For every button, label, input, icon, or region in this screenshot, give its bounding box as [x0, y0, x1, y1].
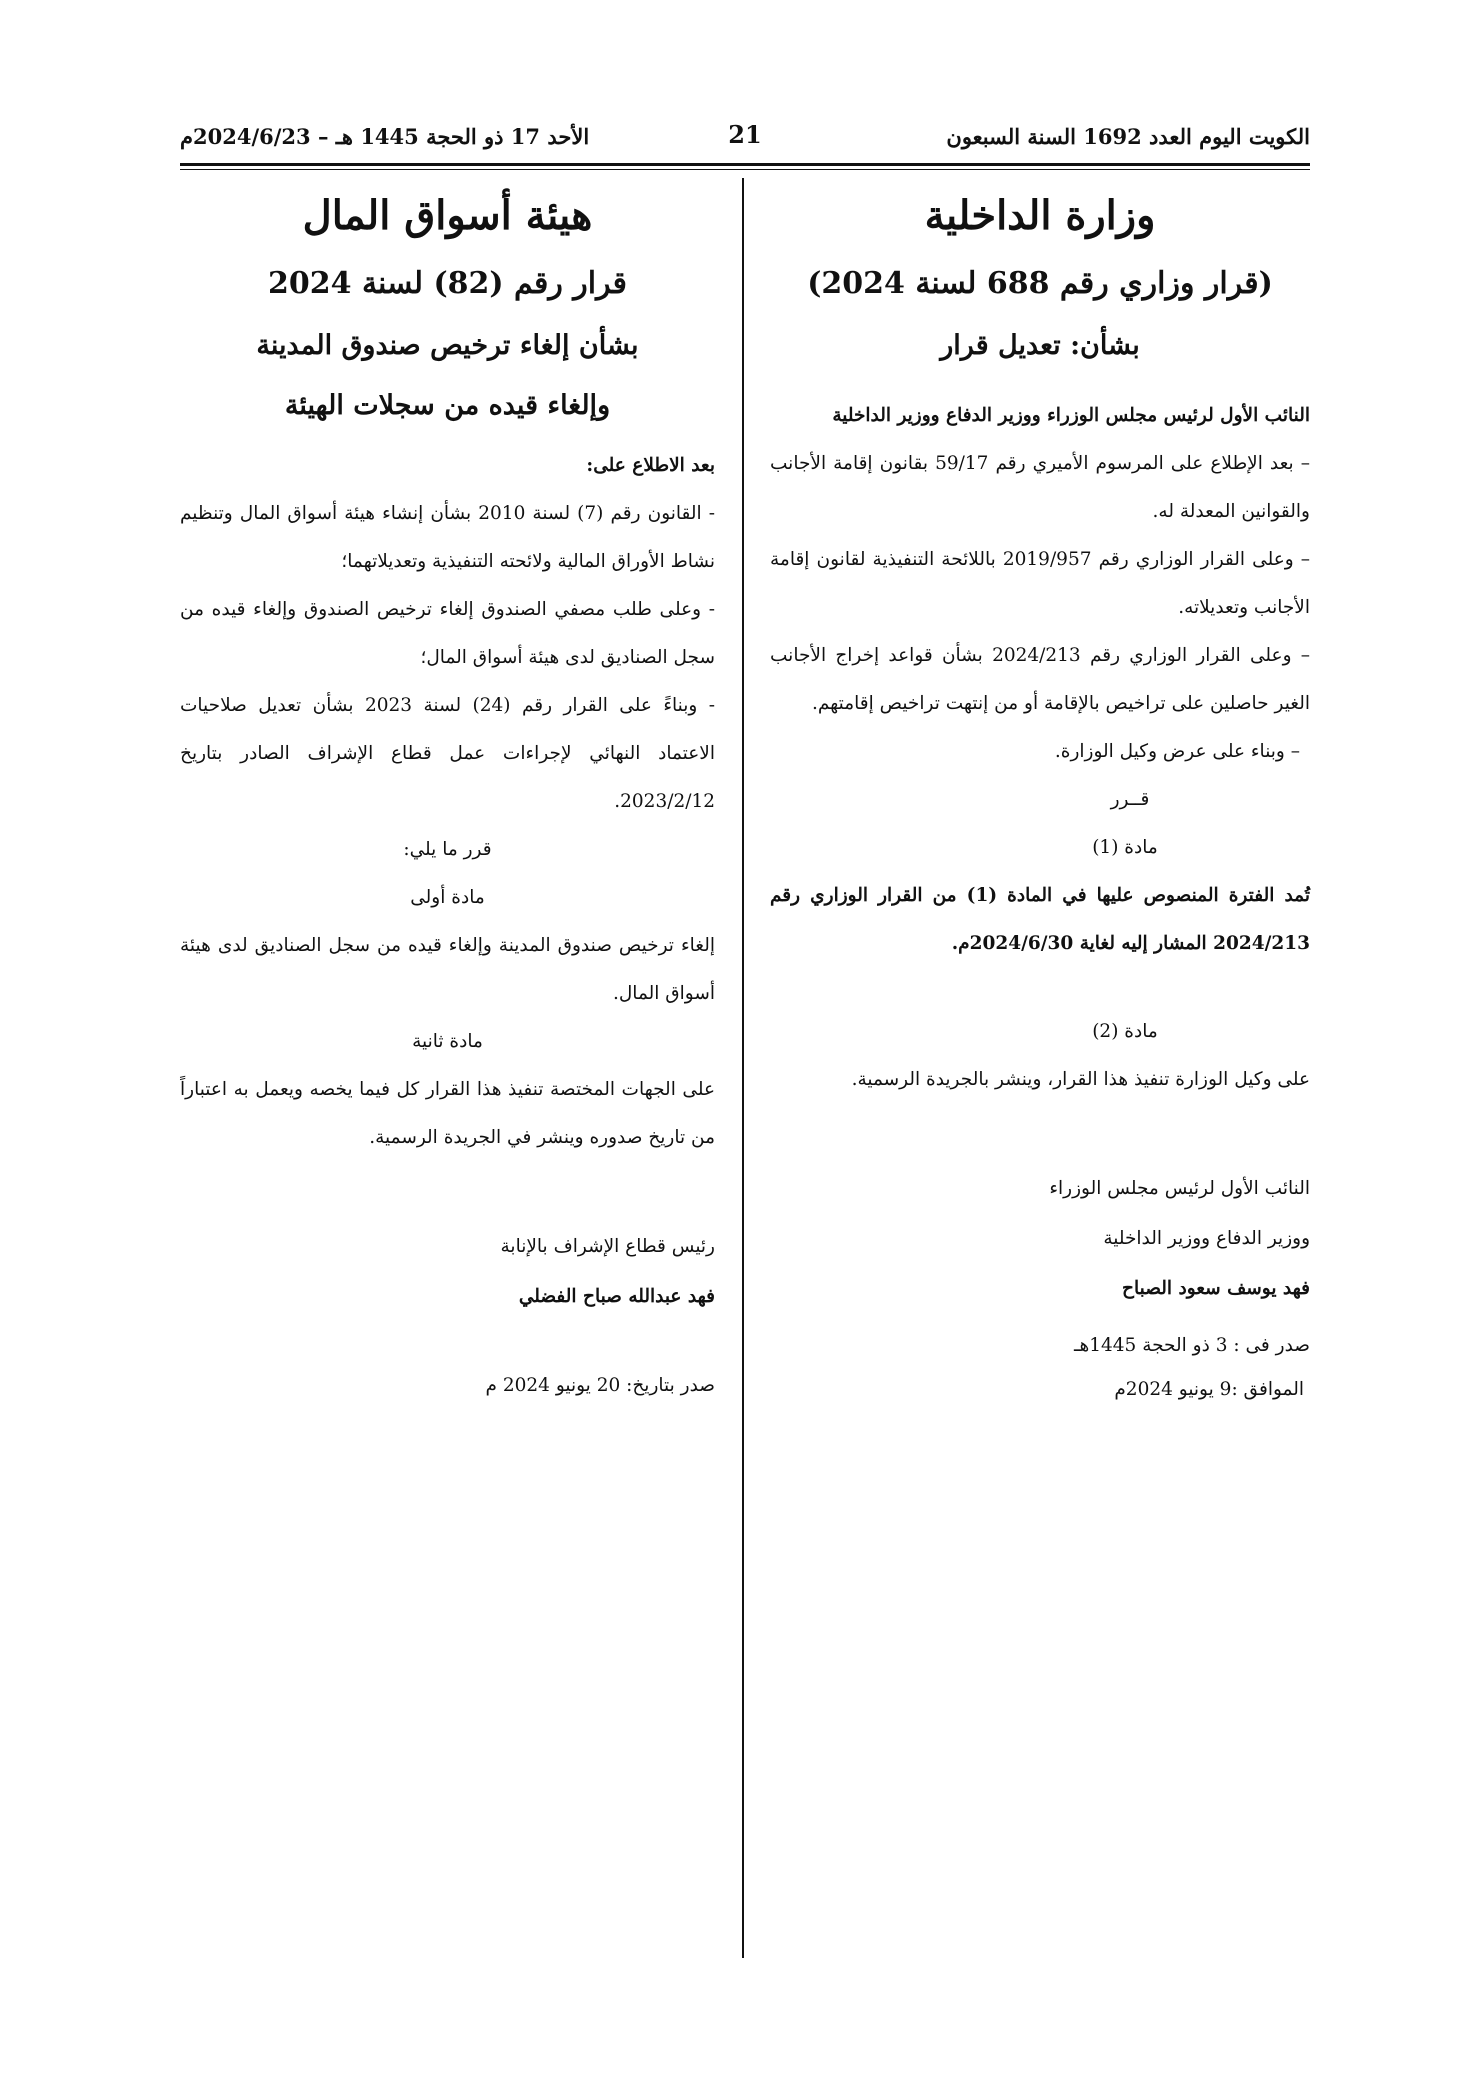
decree-number: (قرار وزاري رقم 688 لسنة 2024)	[807, 266, 1273, 301]
clause-3: - وبناءً على القرار رقم (24) لسنة 2023 بشأن تعديل صلاحيات الاعتماد النهائي لإجراءات عمل قطاع الإشراف الصادر بتاريخ 2023/2/12.	[180, 695, 716, 812]
preamble: بعد الاطلاع على:	[586, 455, 715, 476]
article-2-title: مادة (2)	[1092, 1021, 1158, 1042]
clause-4: – وبناء على عرض وكيل الوزارة.	[1054, 741, 1300, 762]
authority-title: هيئة أسواق المال	[302, 192, 593, 239]
clause-1: - القانون رقم (7) لسنة 2010 بشأن إنشاء هيئة أسواق المال وتنظيم نشاط الأوراق المالية ولائحته التنفيذية وتعديلاتهما؛	[180, 503, 715, 572]
article-1-title: مادة أولى	[410, 887, 485, 908]
clause-3: – وعلى القرار الوزاري رقم 2024/213 بشأن قواعد إخراج الأجانب الغير حاصلين على تراخيص بالإقامة أو من إنتهت تراخيص إقامتهم.	[770, 645, 1310, 714]
signature-line-2: ووزير الدفاع ووزير الداخلية	[1103, 1228, 1310, 1249]
preamble: النائب الأول لرئيس مجلس الوزراء ووزير الدفاع ووزير الداخلية	[832, 405, 1310, 426]
signature-block	[180, 1222, 715, 1322]
signature-name: فهد عبدالله صباح الفضلي	[518, 1286, 715, 1307]
ministry-title: وزارة الداخلية	[924, 192, 1156, 239]
article-1-text: إلغاء ترخيص صندوق المدينة وإلغاء قيده من سجل الصناديق لدى هيئة أسواق المال.	[180, 935, 715, 1004]
header-rule	[180, 163, 1310, 166]
signature-name: فهد يوسف سعود الصباح	[1122, 1278, 1310, 1299]
header-date: الأحد 17 ذو الحجة 1445 هـ – 2024/6/23م	[180, 124, 590, 149]
article-1-title: مادة (1)	[1092, 837, 1158, 858]
article-2-title: مادة ثانية	[412, 1031, 483, 1052]
decree-subject: بشأن: تعديل قرار	[940, 330, 1140, 361]
decree-subject-line-2: وإلغاء قيده من سجلات الهيئة	[284, 390, 611, 421]
corresponding-date: الموافق :9 يونيو 2024م	[1114, 1379, 1304, 1400]
column-divider	[742, 178, 744, 1958]
header-rule-thin	[180, 169, 1310, 170]
decree-number: قرار رقم (82) لسنة 2024	[268, 266, 627, 301]
signature-block	[770, 1164, 1310, 1314]
issued-date: صدر بتاريخ: 20 يونيو 2024 م	[485, 1375, 715, 1396]
capital-markets-column	[180, 180, 715, 1410]
signature-line-1: النائب الأول لرئيس مجلس الوزراء	[1049, 1178, 1310, 1199]
signature-title: رئيس قطاع الإشراف بالإنابة	[500, 1236, 715, 1257]
interior-ministry-column	[770, 180, 1310, 1412]
clause-2: – وعلى القرار الوزاري رقم 2019/957 باللائحة التنفيذية لقانون إقامة الأجانب وتعديلاته.	[770, 549, 1311, 618]
decided-label: قــرر	[1110, 789, 1150, 810]
clause-2: - وعلى طلب مصفي الصندوق إلغاء ترخيص الصندوق وإلغاء قيده من سجل الصناديق لدى هيئة أسواق المال؛	[180, 599, 715, 668]
page-number: 21	[728, 120, 762, 149]
issued-date: صدر فى : 3 ذو الحجة 1445هـ	[1074, 1335, 1310, 1356]
decree-subject-line-1: بشأن إلغاء ترخيص صندوق المدينة	[256, 330, 639, 361]
page-header	[180, 118, 1310, 162]
article-1-text: تُمد الفترة المنصوص عليها في المادة (1) من القرار الوزاري رقم 2024/213 المشار إليه لغاية 2024/6/30م.	[770, 885, 1310, 954]
decided-label: قرر ما يلي:	[403, 839, 492, 860]
header-issue-info: الكويت اليوم العدد 1692 السنة السبعون	[946, 124, 1310, 149]
article-2-text: على الجهات المختصة تنفيذ هذا القرار كل فيما يخصه ويعمل به اعتباراً من تاريخ صدوره وينشر في الجريدة الرسمية.	[180, 1079, 715, 1148]
clause-1: – بعد الإطلاع على المرسوم الأميري رقم 59/17 بقانون إقامة الأجانب والقوانين المعدلة له.	[770, 453, 1310, 522]
article-2-text: على وكيل الوزارة تنفيذ هذا القرار، وينشر بالجريدة الرسمية.	[851, 1069, 1310, 1090]
